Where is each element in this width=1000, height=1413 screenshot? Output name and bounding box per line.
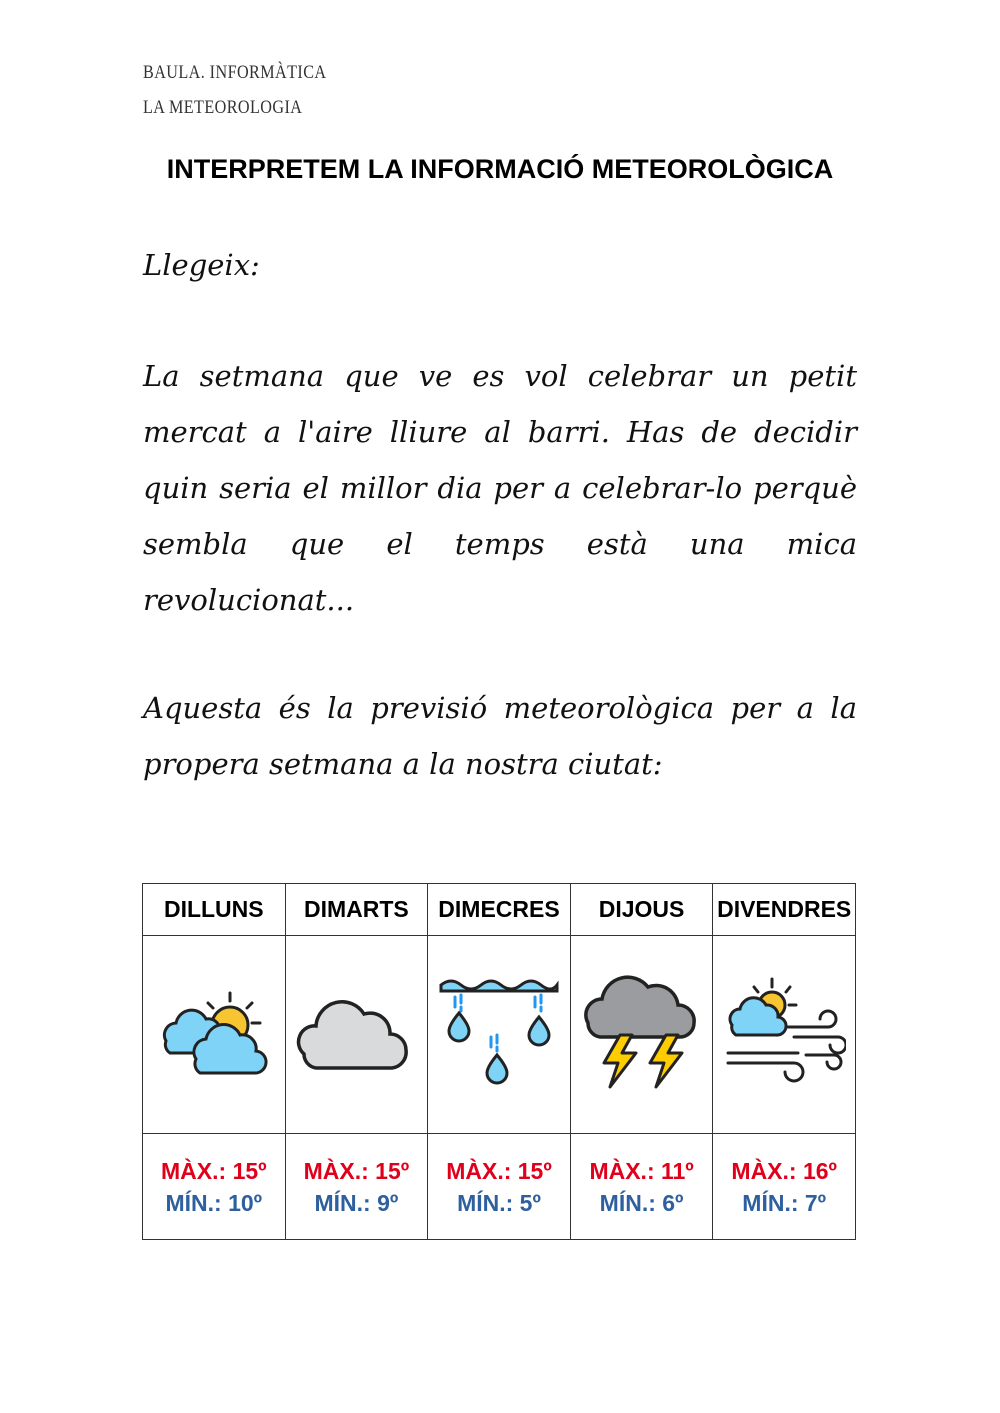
min-temp: MÍN.: 10º (165, 1189, 263, 1216)
weather-cell (713, 936, 856, 1134)
header-topic: LA METEOROLOGIA (143, 97, 303, 118)
weather-cell (285, 936, 428, 1134)
header-subject: BAULA. INFORMÀTICA (143, 62, 327, 83)
weather-cell (570, 936, 713, 1134)
temperature-cell (713, 1134, 856, 1240)
max-temp: MÀX.: 15º (161, 1157, 267, 1184)
max-temp: MÀX.: 16º (731, 1157, 837, 1184)
weather-cell (143, 936, 286, 1134)
min-temp: MÍN.: 7º (742, 1189, 827, 1216)
temperature-cell (428, 1134, 571, 1240)
temperature-cell (570, 1134, 713, 1240)
min-temp: MÍN.: 5º (457, 1189, 541, 1216)
max-temp: MÀX.: 11º (589, 1157, 694, 1184)
day-header: DIMECRES (428, 884, 571, 936)
cloud-icon (294, 992, 418, 1078)
thunderstorm-icon (580, 973, 704, 1097)
page-title: INTERPRETEM LA INFORMACIÓ METEOROLÒGICA (166, 154, 834, 184)
day-header: DIVENDRES (713, 884, 856, 936)
max-temp: MÀX.: 15º (446, 1157, 552, 1184)
weather-icon-row (143, 936, 856, 1134)
read-label: Llegeix: (143, 248, 260, 282)
temperature-row (143, 1134, 856, 1240)
windy-icon (722, 975, 846, 1095)
temperature-cell (285, 1134, 428, 1240)
partly-cloudy-icon (152, 985, 276, 1085)
min-temp: MÍN.: 9º (314, 1189, 399, 1216)
day-header: DILLUNS (143, 884, 286, 936)
day-header-row (143, 884, 856, 936)
forecast-intro-paragraph: Aquesta és la previsió meteorològica per a la propera setmana a la nostra ciutat: (143, 691, 857, 781)
weather-cell (428, 936, 571, 1134)
max-temp: MÀX.: 15º (303, 1157, 410, 1184)
intro-paragraph: La setmana que ve es vol celebrar un petit mercat a l'aire lliure al barri. Has de decidir quin seria el millor dia per a celebrar-lo perquè sembla que el temps està una mica revolucionat... (143, 359, 857, 617)
forecast-table (142, 883, 856, 1240)
temperature-cell (143, 1134, 286, 1240)
day-header: DIMARTS (285, 884, 428, 936)
min-temp: MÍN.: 6º (599, 1189, 684, 1216)
rain-icon (437, 973, 561, 1097)
day-header: DIJOUS (570, 884, 713, 936)
